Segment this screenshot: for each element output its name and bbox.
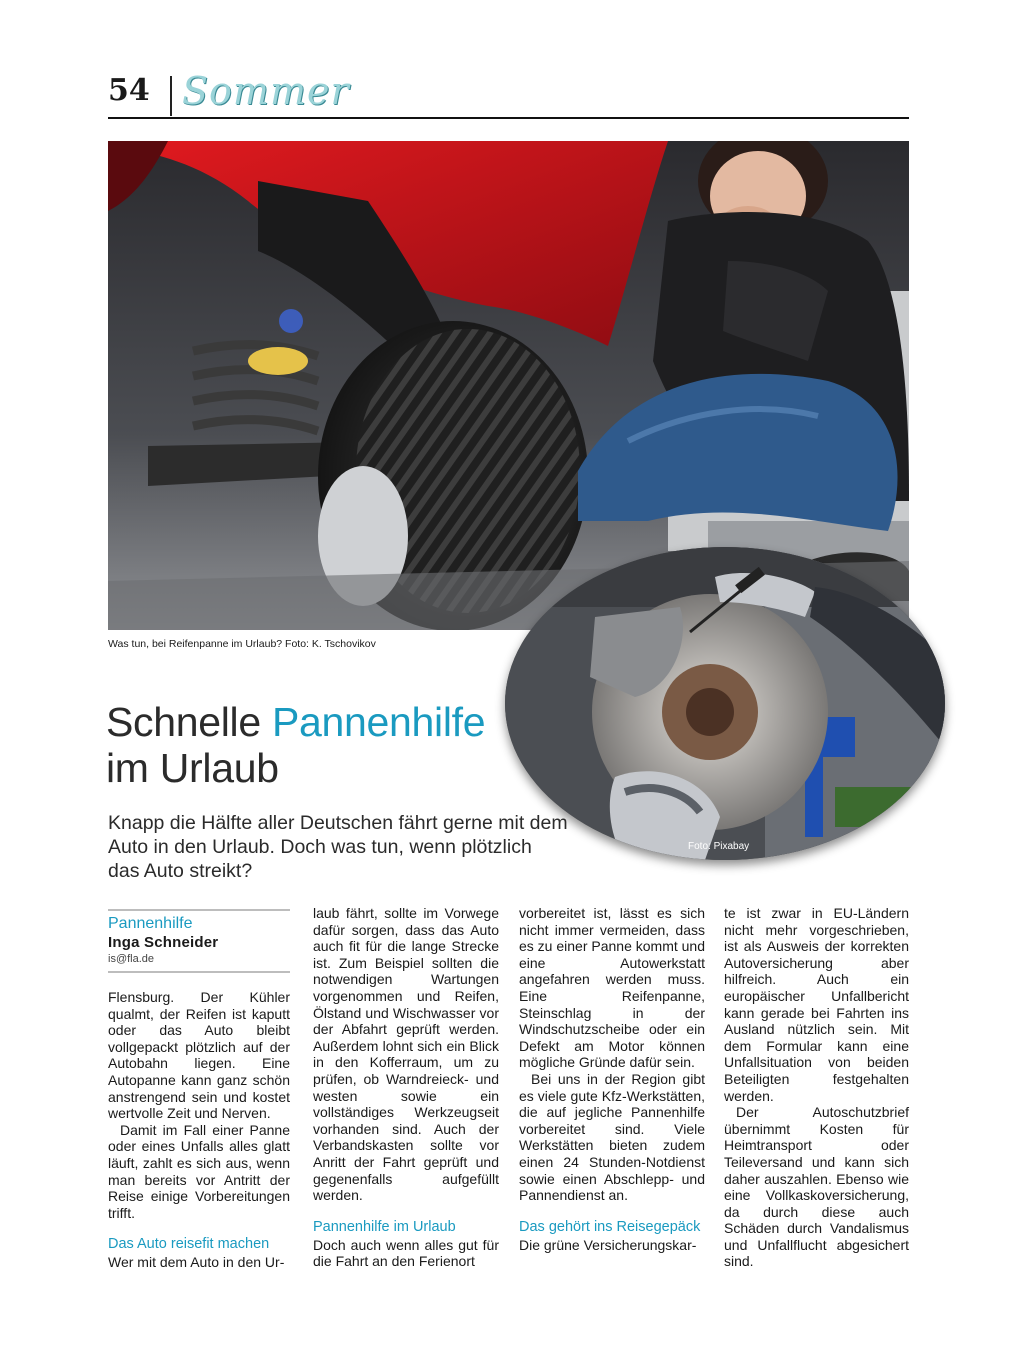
article-headline	[106, 699, 485, 791]
paragraph: laub fährt, sollte im Vorwege dafür sorgen, dass das Auto auch fit für die lange Strecke ist. Zum Beispiel sollten die notwendigen Wartungen vorgenommen und Reifen, Ölstand und Wischwasser vor der Abfahrt geprüft werden. Außerdem lohnt sich ein Blick in den Kofferraum, um zu prüfen, ob Warndreieck- und westen sowie ein vollständiges Werkzeugseit vorhanden sind. Auch der Verbandskasten sollte vor Anritt der Fahrt geprüft und gegenenfalls aufgefüllt werden.	[313, 905, 499, 1204]
byline-bottom-rule	[108, 971, 290, 973]
headline-accent: Pannenhilfe	[271, 699, 486, 745]
paragraph: Der Autoschutzbrief übernimmt Kosten für Heimtransport oder Teileversand und kann sich daher auszahlen. Ebenso wie eine Vollkaskoversicherung, da durch diese auch Schäden durch Vandalismus und Unfallflucht abgesichert sind.	[724, 1104, 909, 1270]
paragraph: te ist zwar in EU-Ländern nicht mehr vorgeschrieben, ist als Ausweis der korrekten Autoversicherung aber hilfreich. Auch ein europäischer Unfallbericht kann gerade bei Fahrten ins Ausland nützlich sein. Mit dem Formular kann eine Unfallsituation von beiden Beteiligten festgehalten werden.	[724, 905, 909, 1104]
paragraph: Damit im Fall einer Panne oder eines Unfalls alles glatt läuft, zahlt es sich aus, wenn man bereits vor Antritt der Reise einige Vorbereitungen trifft.	[108, 1121, 290, 1221]
article-column-2	[313, 905, 499, 1270]
byline-top-rule	[108, 909, 290, 911]
inset-photo	[505, 547, 945, 860]
subheading: Das Auto reisefit machen	[108, 1236, 270, 1253]
header-rule	[108, 117, 909, 119]
article-column-1	[108, 989, 290, 1271]
author-email: is@fla.de	[108, 953, 155, 965]
inset-photo-credit: Foto: Pixabay	[688, 841, 750, 852]
rubric: Pannenhilfe	[108, 915, 193, 932]
paragraph: Bei uns in der Region gibt es viele gute Kfz-Werkstätten, die auf jegliche Pannenhilfe vorbereitet sind. Viele Werkstätten bieten zudem einen 24 Stunden-Notdienst sowie einen Abschlepp- und Pannendienst an.	[519, 1070, 705, 1204]
article-lead: Knapp die Hälfte aller Deutschen fährt gerne mit dem Auto in den Urlaub. Doch was tun, wenn plötzlich das Auto streikt?	[108, 812, 568, 882]
paragraph: Die grüne Versicherungskar-	[519, 1236, 697, 1253]
paragraph: Flensburg. Der Kühler qualmt, der Reifen ist kaputt oder das Auto bleibt vollgepackt plötzlich auf der Autobahn liegen. Eine Autopanne kann ganz schön anstrengend sein und kostet wertvolle Zeit und Nerven.	[108, 989, 290, 1122]
subheading: Das gehört ins Reisegepäck	[519, 1218, 701, 1235]
paragraph: Wer mit dem Auto in den Ur-	[108, 1254, 285, 1271]
header-divider	[170, 76, 172, 116]
article-column-3	[519, 905, 705, 1253]
paragraph: Doch auch wenn alles gut für die Fahrt an den Ferienort	[313, 1236, 499, 1270]
paragraph: vorbereitet ist, lässt es sich nicht immer vermeiden, dass es zu einer Panne kommt und eine Autowerkstatt angefahren werden muss. Eine Reifenpanne, Steinschlag in der Windschutzscheibe oder ein Defekt am Motor können mögliche Gründe dafür sein.	[519, 905, 705, 1071]
article-column-4	[724, 905, 909, 1270]
headline-line2: im Urlaub	[106, 745, 279, 791]
brake-disc-photo	[505, 547, 945, 860]
photo-caption: Was tun, bei Reifenpanne im Urlaub? Foto: K. Tschovikov	[108, 638, 376, 650]
headline-part1: Schnelle	[106, 699, 272, 745]
section-logo: Sommer	[182, 69, 350, 113]
subheading: Pannenhilfe im Urlaub	[313, 1218, 456, 1235]
byline	[108, 909, 290, 973]
page-number: 54	[108, 73, 150, 108]
author-name: Inga Schneider	[108, 934, 219, 951]
